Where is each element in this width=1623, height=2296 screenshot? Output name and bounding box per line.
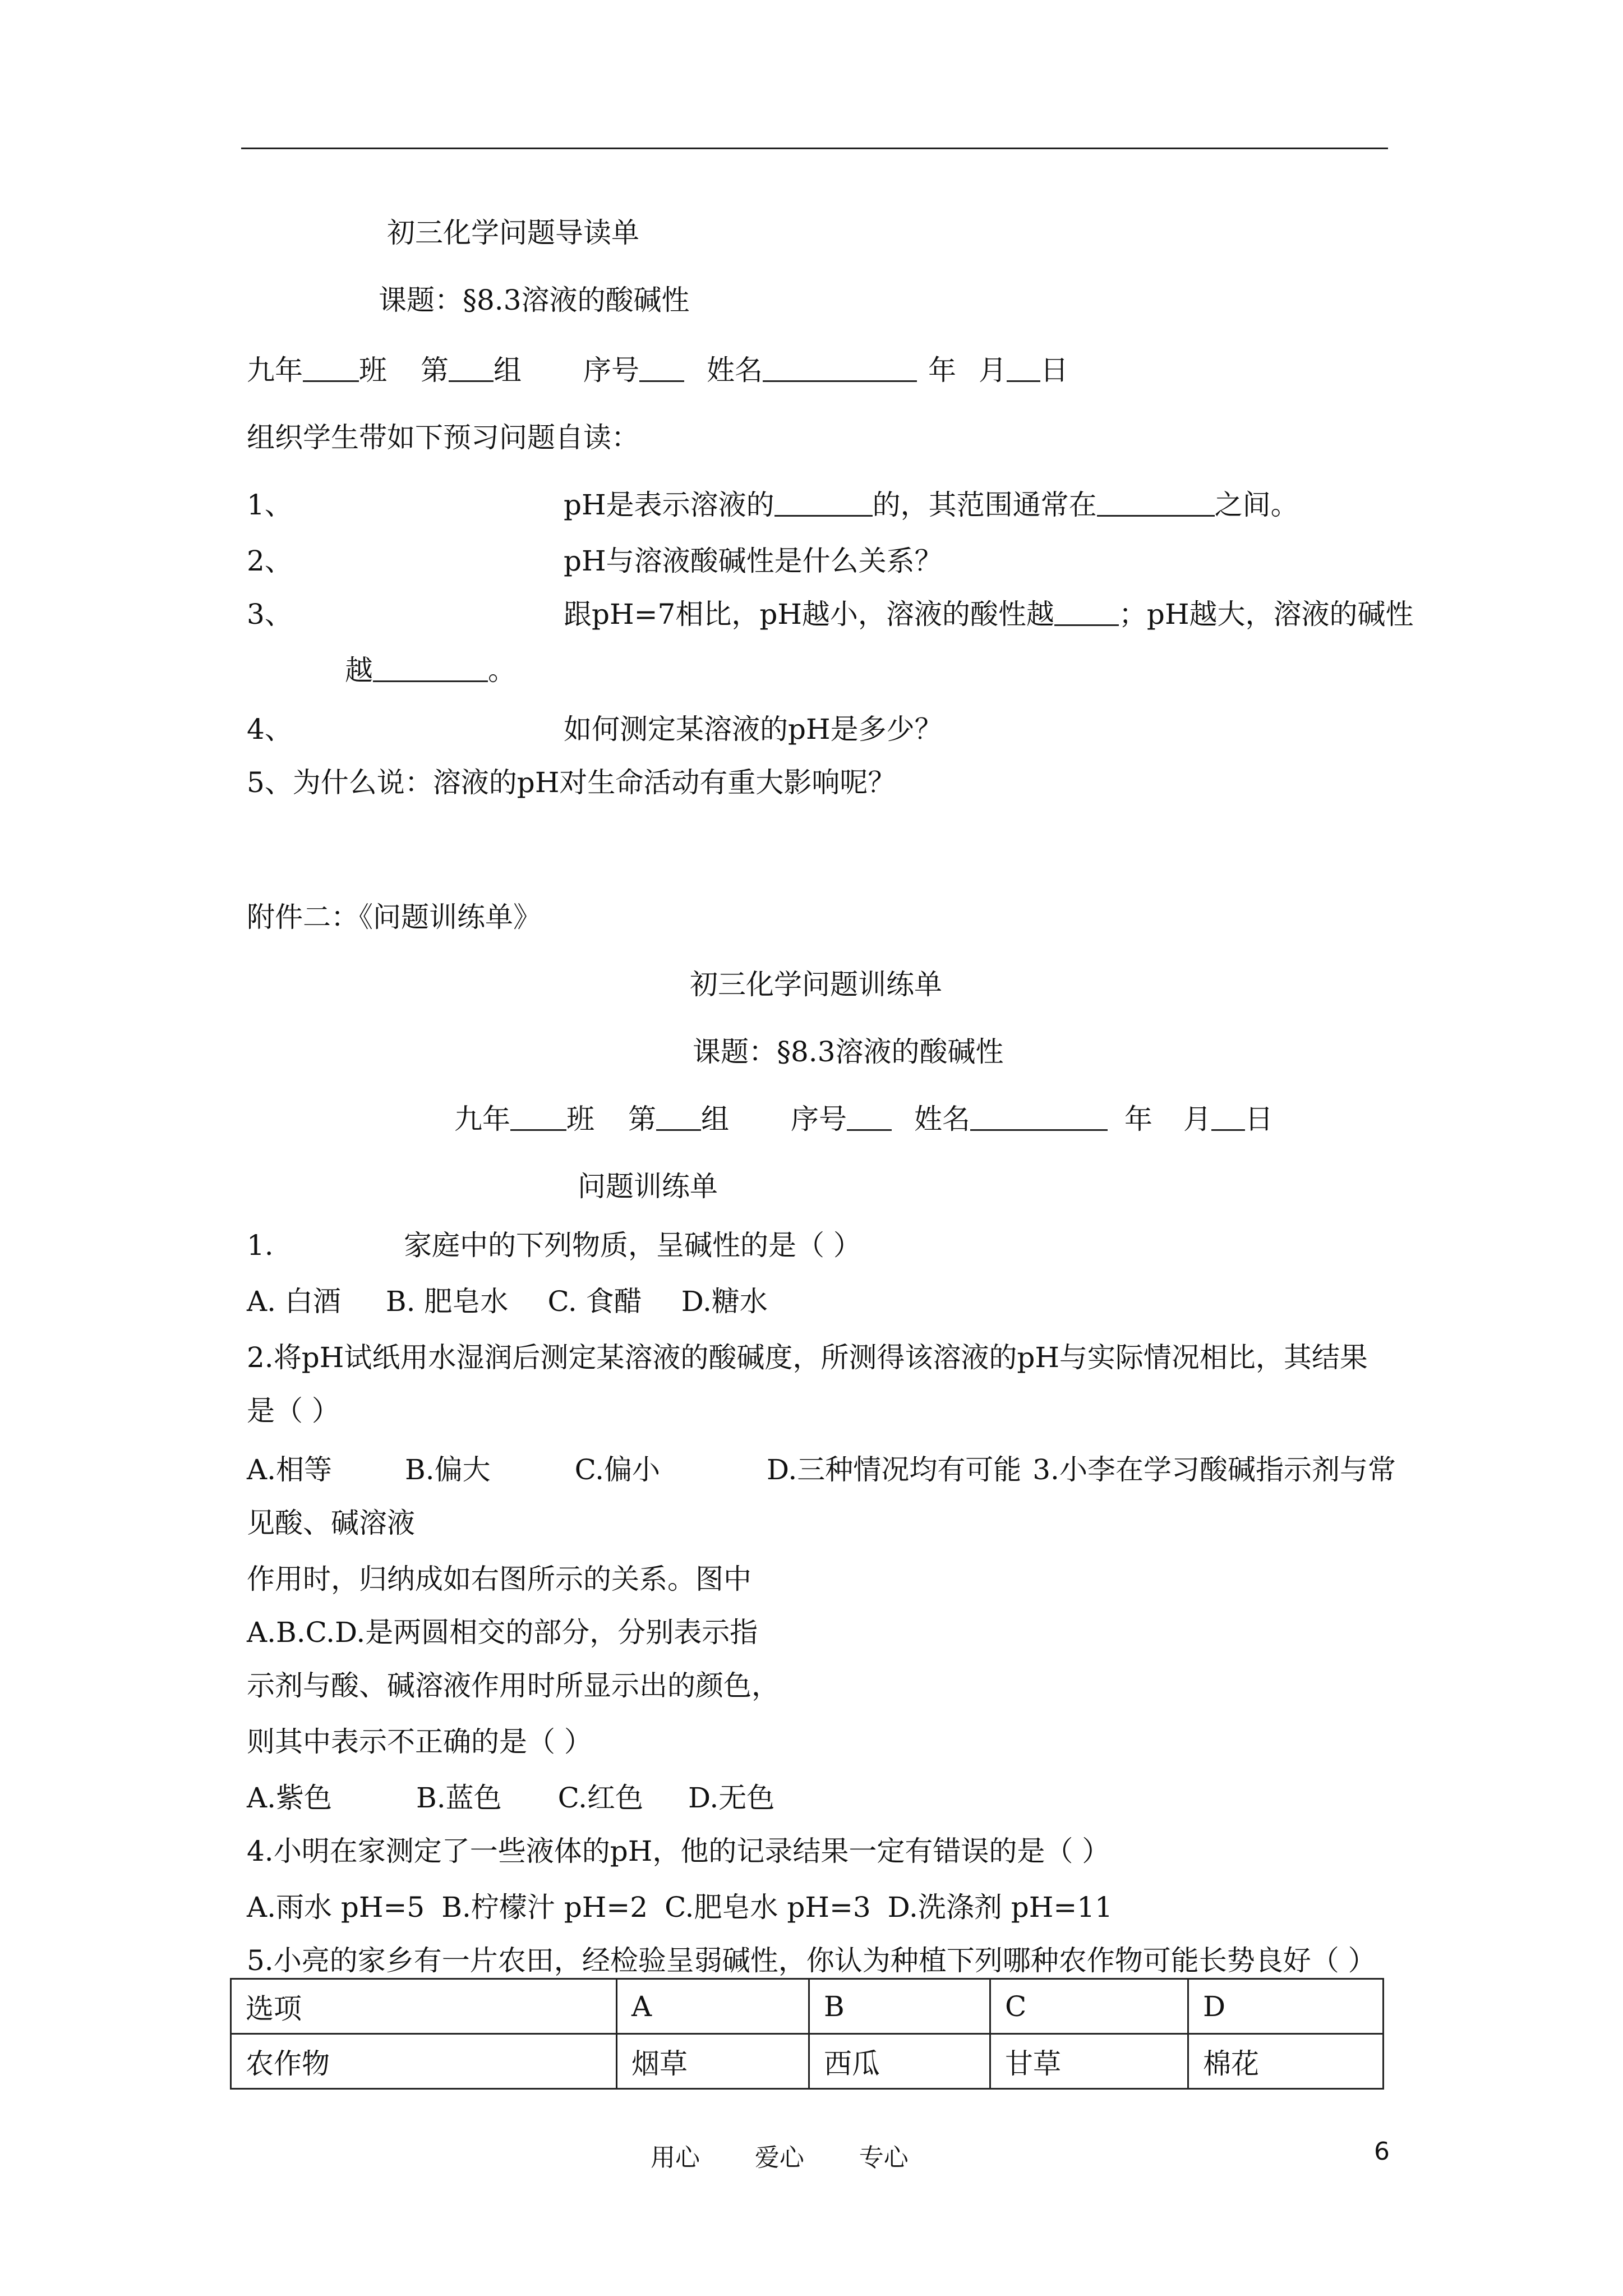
guide-item-1-text-a: pH是表示溶液的 <box>564 489 774 521</box>
q1-text: 家庭中的下列物质，呈碱性的是（ ） <box>404 1229 861 1262</box>
seq-label-2: 序号 <box>791 1103 847 1135</box>
group-label-2: 组 <box>701 1103 729 1135</box>
table-cell: 棉花 <box>1188 2034 1384 2089</box>
table-cell: B <box>809 1979 990 2034</box>
q2-line2: 是（ ） <box>247 1395 340 1427</box>
class-label: 班 <box>359 354 387 386</box>
day-blank[interactable] <box>1007 352 1040 382</box>
name-blank[interactable] <box>763 352 917 382</box>
training-subtitle: 问题训练单 <box>578 1170 718 1203</box>
table-cell: 选项 <box>231 1979 617 2034</box>
q2-line1: 2.将pH试纸用水湿润后测定某溶液的酸碱度，所测得该溶液的pH与实际情况相比，其结果 <box>247 1341 1368 1374</box>
q1-num: 1. <box>247 1229 274 1262</box>
q4-option-c[interactable]: C.肥皂水 pH=3 <box>665 1891 871 1924</box>
acidity-blank[interactable] <box>1054 596 1119 626</box>
q3-line3: 作用时，归纳成如右图所示的关系。图中 <box>247 1563 751 1595</box>
q5-text: 5.小亮的家乡有一片农田，经检验呈弱碱性，你认为种植下列哪种农作物可能长势良好（ ） <box>247 1944 1376 1977</box>
q2-option-b[interactable]: B.偏大 <box>405 1453 491 1486</box>
seq-blank[interactable] <box>639 352 684 382</box>
ph-meaning-blank[interactable] <box>774 487 873 517</box>
grade-label: 九年 <box>247 354 303 386</box>
guide-item-1 <box>564 485 1299 524</box>
guide-item-2-text: pH与溶液酸碱性是什么关系？ <box>564 545 943 577</box>
table-cell: C <box>990 1979 1188 2034</box>
crops-table <box>230 1978 1384 2090</box>
guide-topic: 课题：§8.3溶液的酸碱性 <box>379 284 690 316</box>
name-label: 姓名 <box>707 354 763 386</box>
class-label-2: 班 <box>566 1103 594 1135</box>
table-cell: 烟草 <box>617 2034 809 2089</box>
q1-options <box>247 1282 768 1321</box>
day-blank-2[interactable] <box>1211 1101 1245 1131</box>
guide-item-3-num: 3、 <box>247 598 293 631</box>
q3-option-c[interactable]: C.红色 <box>557 1782 644 1814</box>
guide-item-3-text-b: ；pH越大，溶液的碱性 <box>1118 598 1414 631</box>
q3-line2: 见酸、碱溶液 <box>247 1507 415 1539</box>
q1-option-b[interactable]: B. 肥皂水 <box>385 1285 509 1318</box>
table-cell: A <box>617 1979 809 2034</box>
guide-item-5: 5、为什么说：溶液的pH对生命活动有重大影响呢？ <box>247 766 896 799</box>
group-label: 组 <box>494 354 522 386</box>
table-cell: 甘草 <box>990 2034 1188 2089</box>
table-cell: 农作物 <box>231 2034 617 2089</box>
q3-line5: 示剂与酸、碱溶液作用时所显示出的颜色， <box>247 1669 780 1702</box>
month-label: 月 <box>979 354 1007 386</box>
q1-option-c[interactable]: C. 食醋 <box>547 1285 642 1318</box>
table-row <box>231 1979 1384 2034</box>
day-label: 日 <box>1040 354 1068 386</box>
q3-option-b[interactable]: B.蓝色 <box>416 1782 502 1814</box>
guide-item-3-cont-text: 越 <box>345 654 373 687</box>
attachment-label: 附件二：《问题训练单》 <box>247 901 541 933</box>
q3-option-d[interactable]: D.无色 <box>688 1782 775 1814</box>
group-blank-2[interactable] <box>656 1101 701 1131</box>
month-label-2: 月 <box>1183 1103 1211 1135</box>
q3-line4: A.B.C.D.是两圆相交的部分，分别表示指 <box>247 1616 758 1649</box>
guide-title: 初三化学问题导读单 <box>387 217 639 249</box>
day-label-2: 日 <box>1245 1103 1273 1135</box>
guide-item-3-cont-end: 。 <box>488 654 516 687</box>
year-label-2: 年 <box>1124 1103 1152 1135</box>
guide-intro: 组织学生带如下预习问题自读： <box>247 421 639 454</box>
header-rule <box>241 148 1388 149</box>
training-topic: 课题：§8.3溶液的酸碱性 <box>693 1036 1004 1068</box>
name-blank-2[interactable] <box>970 1101 1108 1131</box>
group-pre-label: 第 <box>421 354 449 386</box>
guide-item-1-num: 1、 <box>247 489 293 521</box>
guide-item-4-num: 4、 <box>247 713 293 746</box>
q1-option-a[interactable]: A. 白酒 <box>247 1285 341 1318</box>
guide-item-2-num: 2、 <box>247 545 293 577</box>
class-blank-2[interactable] <box>510 1101 566 1131</box>
table-cell: D <box>1188 1979 1384 2034</box>
guide-item-3 <box>564 595 1414 634</box>
q4-options <box>247 1888 1113 1927</box>
group-blank[interactable] <box>449 352 494 382</box>
guide-form-line <box>247 351 1068 390</box>
q3-start: 3.小李在学习酸碱指示剂与常 <box>1032 1453 1396 1486</box>
group-pre-label-2: 第 <box>628 1103 656 1135</box>
training-title: 初三化学问题训练单 <box>690 968 942 1001</box>
grade-label-2: 九年 <box>454 1103 510 1135</box>
q4-option-a[interactable]: A.雨水 pH=5 <box>247 1891 425 1924</box>
q2-options <box>247 1450 1396 1489</box>
q4-option-b[interactable]: B.柠檬汁 pH=2 <box>441 1891 648 1924</box>
q4-option-d[interactable]: D.洗涤剂 pH=11 <box>887 1891 1113 1924</box>
guide-item-3-text-a: 跟pH=7相比，pH越小，溶液的酸性越 <box>564 598 1054 631</box>
q3-options <box>247 1778 774 1818</box>
ph-range-blank[interactable] <box>1097 487 1215 517</box>
footer-motto: 用心 爱心 专心 <box>651 2143 909 2172</box>
guide-item-4-text: 如何测定某溶液的pH是多少？ <box>564 713 943 746</box>
seq-label: 序号 <box>583 354 639 386</box>
seq-blank-2[interactable] <box>847 1101 892 1131</box>
name-label-2: 姓名 <box>914 1103 970 1135</box>
q1-option-d[interactable]: D.糖水 <box>681 1285 768 1318</box>
guide-item-1-text-c: 之间。 <box>1214 489 1299 521</box>
q2-option-d[interactable]: D.三种情况均有可能 <box>767 1453 1022 1486</box>
basicity-blank[interactable] <box>373 652 488 682</box>
q2-option-c[interactable]: C.偏小 <box>574 1453 661 1486</box>
table-row <box>231 2034 1384 2089</box>
guide-item-1-text-b: 的，其范围通常在 <box>872 489 1097 521</box>
guide-item-3-cont <box>345 651 516 690</box>
year-label: 年 <box>928 354 956 386</box>
q4-text: 4.小明在家测定了一些液体的pH，他的记录结果一定有错误的是（ ） <box>247 1835 1110 1867</box>
table-cell: 西瓜 <box>809 2034 990 2089</box>
q2-option-a[interactable]: A.相等 <box>247 1453 333 1486</box>
training-form-line <box>454 1099 1273 1139</box>
q3-option-a[interactable]: A.紫色 <box>247 1782 333 1814</box>
q3-line6: 则其中表示不正确的是（ ） <box>247 1726 592 1758</box>
class-blank[interactable] <box>303 352 359 382</box>
page-number: 6 <box>1374 2137 1390 2166</box>
